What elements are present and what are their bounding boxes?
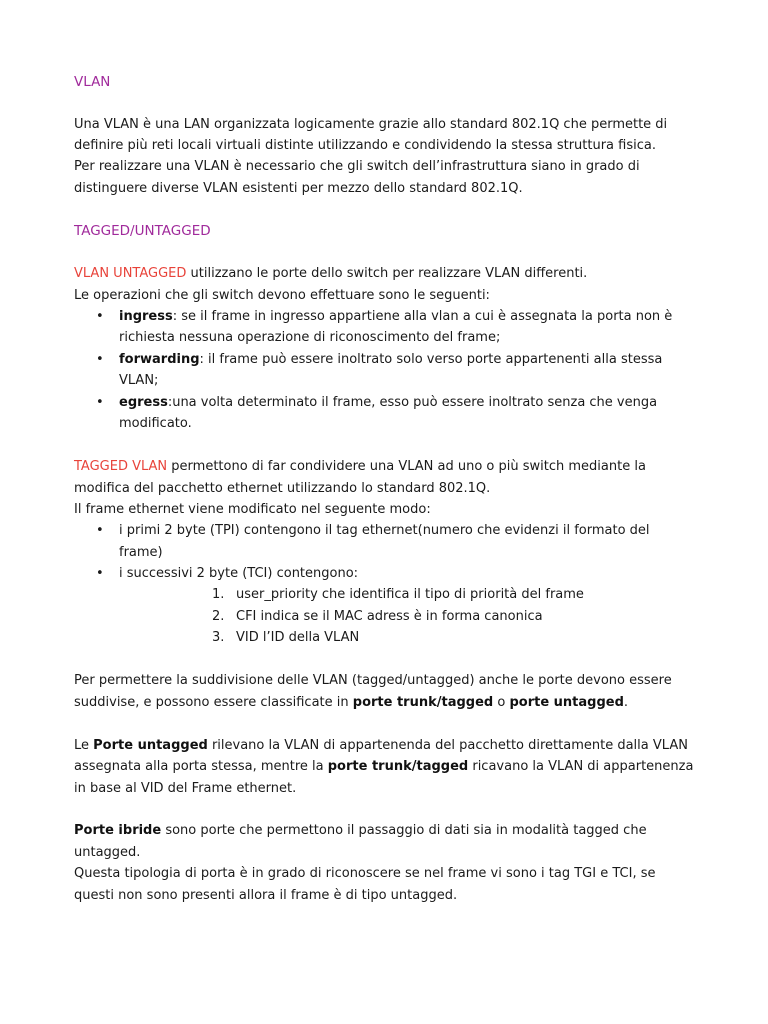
intro-line-3: Per realizzare una VLAN è necessario che gli switch dell’infrastruttura siano in grado di xyxy=(74,159,640,174)
bullet-dot: • xyxy=(96,352,104,367)
untagged-term: VLAN UNTAGGED xyxy=(74,266,187,281)
operations-intro: Le operazioni che gli switch devono effettuare sono le seguenti: xyxy=(74,288,490,303)
list-item-tci: i successivi 2 byte (TCI) contengono: xyxy=(119,566,359,581)
list-item-forwarding-cont: VLAN; xyxy=(119,373,159,388)
heading-vlan: VLAN xyxy=(74,74,111,90)
intro-line-1: Una VLAN è una LAN organizzata logicamente grazie allo standard 802.1Q che permette di xyxy=(74,117,668,132)
list-item-tpi: i primi 2 byte (TPI) contengono il tag ethernet(numero che evidenzi il formato del xyxy=(119,523,650,538)
untagged-intro-line: VLAN UNTAGGED utilizzano le porte dello switch per realizzare VLAN differenti. xyxy=(74,266,588,281)
numbered-item-1: 1. user_priority che identifica il tipo di priorità del frame xyxy=(212,587,584,602)
list-item-ingress: ingress: se il frame in ingresso appartiene alla vlan a cui è assegnata la porta non è xyxy=(119,309,673,324)
ports-para-2-line-2: assegnata alla porta stessa, mentre la porte trunk/tagged ricavano la VLAN di appartenenza xyxy=(74,759,694,774)
tagged-line-2: modifica del pacchetto ethernet utilizzando lo standard 802.1Q. xyxy=(74,481,491,496)
tagged-line-3: Il frame ethernet viene modificato nel seguente modo: xyxy=(74,502,431,517)
list-item-egress-cont: modificato. xyxy=(119,416,192,431)
ports-para-3-line-4: questi non sono presenti allora il frame è di tipo untagged. xyxy=(74,888,458,903)
bullet-dot: • xyxy=(96,566,104,581)
ports-para-1-line-2: suddivise, e possono essere classificate in porte trunk/tagged o porte untagged. xyxy=(74,695,629,710)
intro-line-2: definire più reti locali virtuali distinte utilizzando e condividendo la stessa struttura fisica. xyxy=(74,138,656,153)
tagged-intro-line: TAGGED VLAN permettono di far condividere una VLAN ad uno o più switch mediante la xyxy=(74,459,646,474)
ports-para-3-line-2: untagged. xyxy=(74,845,141,860)
ports-para-2-line-3: in base al VID del Frame ethernet. xyxy=(74,781,297,796)
tagged-term: TAGGED VLAN xyxy=(74,459,168,474)
bullet-dot: • xyxy=(96,395,104,410)
bullet-dot: • xyxy=(96,309,104,324)
ports-para-3-line-1: Porte ibride sono porte che permettono il passaggio di dati sia in modalità tagged che xyxy=(74,823,647,838)
list-item-egress: egress:una volta determinato il frame, esso può essere inoltrato senza che venga xyxy=(119,395,658,410)
intro-line-4: distinguere diverse VLAN esistenti per mezzo dello standard 802.1Q. xyxy=(74,181,523,196)
ports-para-3-line-3: Questa tipologia di porta è in grado di riconoscere se nel frame vi sono i tag TGI e TCI, se xyxy=(74,866,656,881)
bullet-dot: • xyxy=(96,523,104,538)
numbered-item-3: 3. VID l’ID della VLAN xyxy=(212,630,360,645)
ports-para-2-line-1: Le Porte untagged rilevano la VLAN di appartenenda del pacchetto direttamente dalla VLAN xyxy=(74,738,688,753)
list-item-forwarding: forwarding: il frame può essere inoltrato solo verso porte appartenenti alla stessa xyxy=(119,352,663,367)
numbered-item-2: 2. CFI indica se il MAC adress è in forma canonica xyxy=(212,609,543,624)
list-item-ingress-cont: richiesta nessuna operazione di riconoscimento del frame; xyxy=(119,330,501,345)
heading-tagged-untagged: TAGGED/UNTAGGED xyxy=(74,223,211,239)
ports-para-1-line-1: Per permettere la suddivisione delle VLAN (tagged/untagged) anche le porte devono essere xyxy=(74,673,672,688)
list-item-tpi-cont: frame) xyxy=(119,545,163,560)
